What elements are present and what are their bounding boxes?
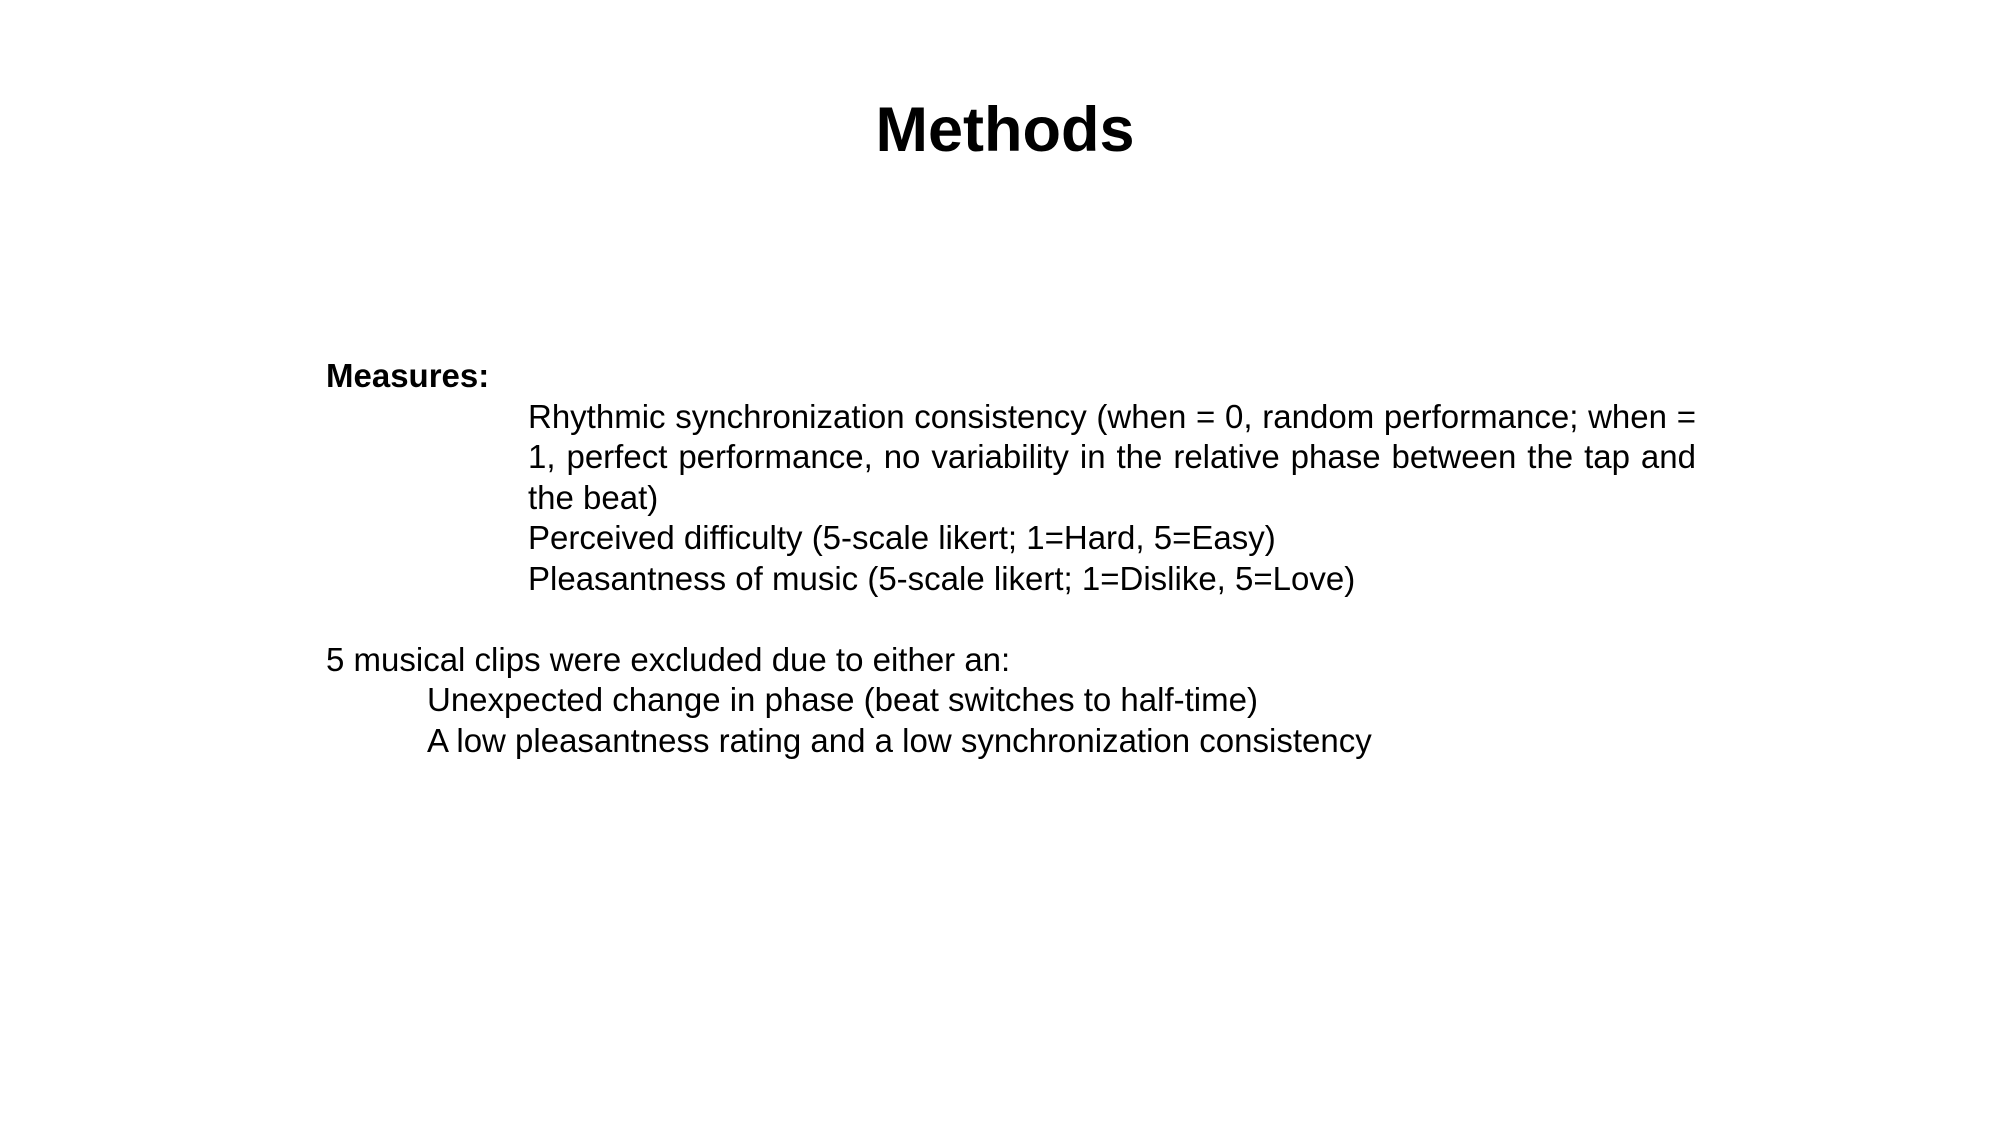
- measure-item: Pleasantness of music (5-scale likert; 1=Dislike, 5=Love): [528, 559, 1356, 597]
- measure-item: Rhythmic synchronization consistency (when = 0, random performance; when = 1, perfect performance, no variability in the relative phase between the tap and the beat): [528, 397, 1696, 516]
- paragraph-spacer: [326, 599, 1696, 640]
- measures-heading: Measures:: [326, 357, 490, 394]
- slide-body: [326, 356, 1696, 761]
- slide-title: Methods: [875, 95, 1135, 165]
- measure-item: Perceived difficulty (5-scale likert; 1=Hard, 5=Easy): [528, 519, 1276, 556]
- exclusions-intro: 5 musical clips were excluded due to either an:: [326, 640, 1011, 678]
- exclusion-item: A low pleasantness rating and a low synchronization consistency: [427, 721, 1372, 759]
- exclusion-item: Unexpected change in phase (beat switches to half-time): [427, 681, 1258, 718]
